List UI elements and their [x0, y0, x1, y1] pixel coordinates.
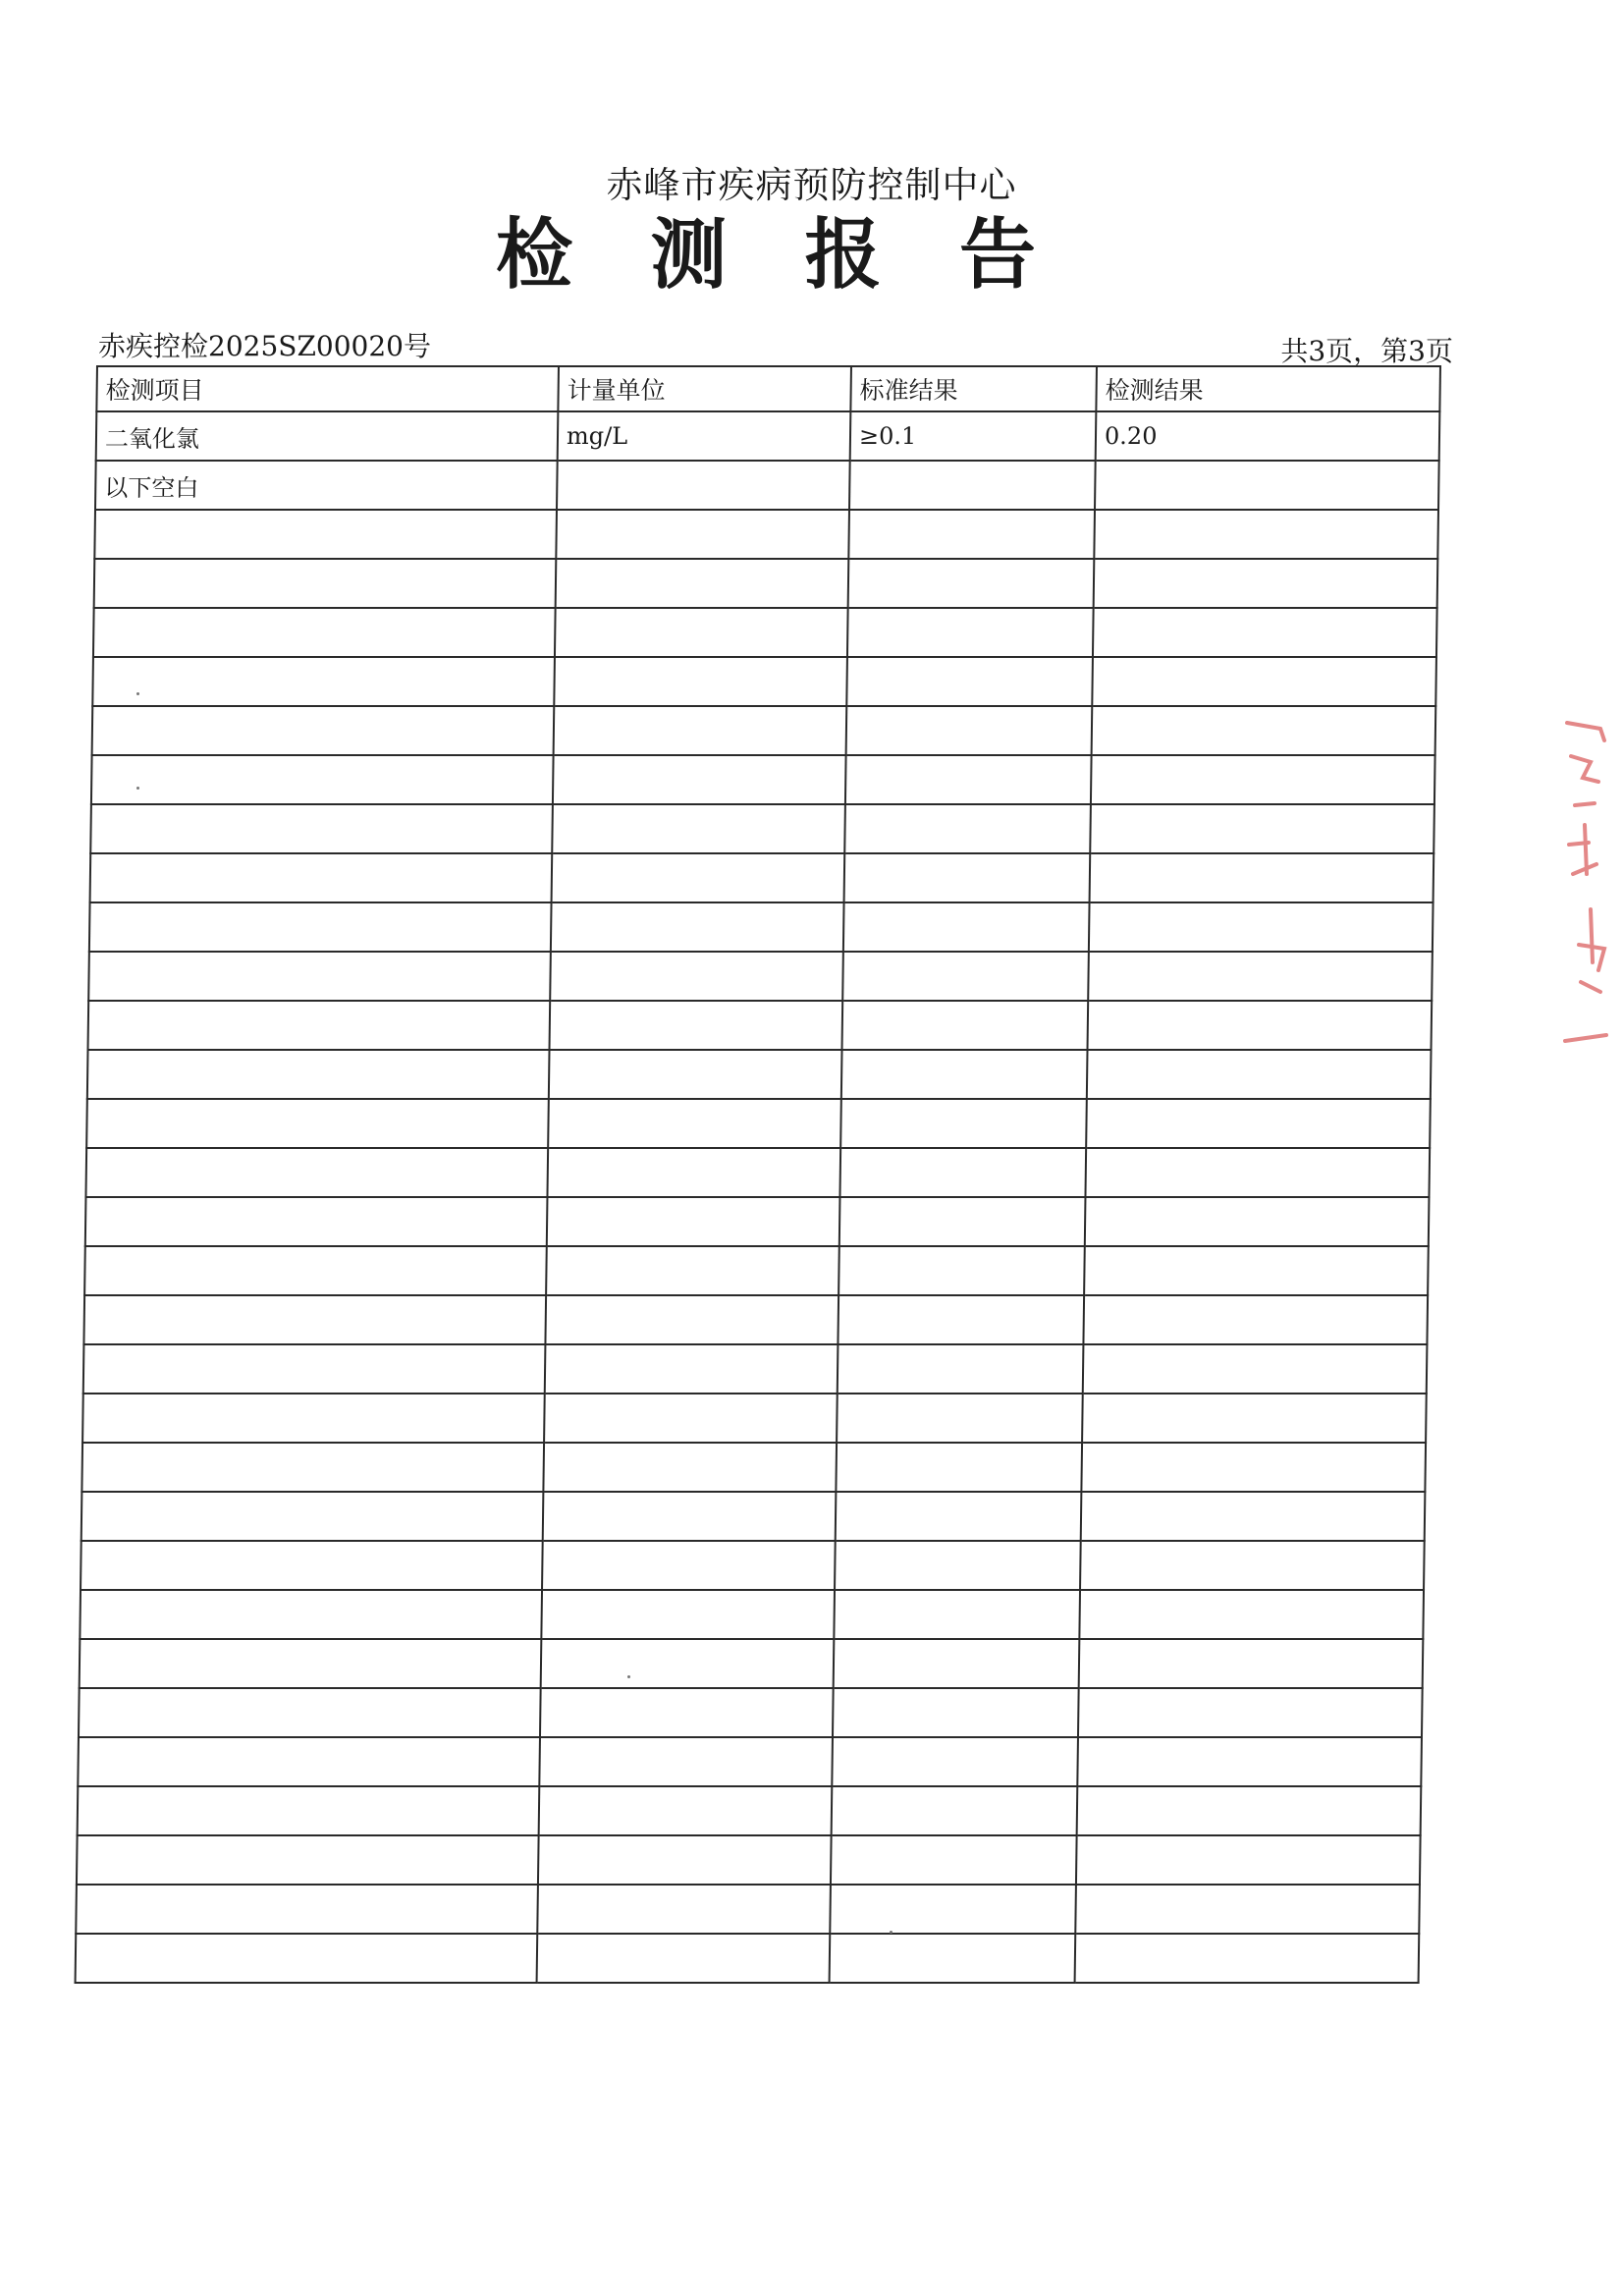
table-cell: [840, 1099, 1087, 1148]
table-row: [90, 804, 1434, 853]
title-char: 报: [804, 209, 882, 300]
table-row: [90, 853, 1434, 902]
table-cell: [545, 1344, 839, 1394]
table-cell: [544, 1394, 838, 1443]
table-cell: [1088, 1001, 1433, 1050]
table-cell: [1090, 804, 1434, 853]
table-row: [83, 1344, 1428, 1394]
table-cell: [833, 1688, 1079, 1737]
table-cell: [836, 1443, 1082, 1492]
table-cell: [81, 1492, 544, 1541]
table-cell: 以下空白: [95, 461, 558, 510]
table-cell: [842, 952, 1089, 1001]
table-row: [94, 510, 1438, 559]
table-cell: [849, 461, 1096, 510]
table-cell: [846, 657, 1093, 706]
table-cell: [78, 1786, 540, 1835]
table-cell: [1080, 1541, 1425, 1590]
table-cell: [555, 608, 848, 657]
table-row: [81, 1541, 1425, 1590]
table-cell: [550, 952, 843, 1001]
table-cell: [78, 1737, 540, 1786]
table-cell: [79, 1688, 541, 1737]
table-cell: [1094, 510, 1438, 559]
table-cell: [88, 1001, 551, 1050]
table-cell: mg/L: [558, 411, 851, 461]
table-row: [76, 1885, 1420, 1934]
table-row: [77, 1835, 1421, 1885]
table-cell: [1091, 755, 1435, 804]
table-row: [92, 657, 1436, 706]
table-cell: 0.20: [1096, 411, 1440, 461]
table-cell: [1077, 1737, 1422, 1786]
table-cell: [1082, 1394, 1427, 1443]
table-cell: [1075, 1934, 1420, 1983]
table-cell: [1088, 952, 1433, 1001]
table-cell: [844, 804, 1091, 853]
table-row: [82, 1394, 1427, 1443]
table-cell: [89, 902, 552, 952]
table-row: [85, 1197, 1430, 1246]
table-cell: [1090, 853, 1434, 902]
table-row: [85, 1148, 1430, 1197]
table-cell: [839, 1148, 1086, 1197]
organization-name: 赤峰市疾病预防控制中心: [606, 164, 1017, 206]
table-cell: [834, 1590, 1080, 1639]
table-cell: [844, 853, 1091, 902]
title-char: 测: [650, 209, 728, 300]
table-row: [78, 1786, 1422, 1835]
table-cell: [832, 1786, 1078, 1835]
table-header-row: [96, 366, 1440, 411]
table-cell: 二氧化氯: [96, 411, 559, 461]
table-cell: [835, 1541, 1081, 1590]
table-cell: [92, 706, 555, 755]
table-cell: [537, 1934, 831, 1983]
table-cell: [77, 1835, 539, 1885]
table-cell: [88, 952, 551, 1001]
table-cell: [556, 510, 849, 559]
scan-speck: [136, 692, 139, 695]
table-cell: [80, 1639, 542, 1688]
table-cell: [80, 1590, 542, 1639]
table-cell: [1077, 1786, 1422, 1835]
table-cell: [557, 461, 850, 510]
table-cell: [839, 1197, 1086, 1246]
table-row: [76, 1934, 1420, 1983]
table-cell: [90, 804, 553, 853]
table-cell: [547, 1197, 840, 1246]
table-cell: [838, 1295, 1084, 1344]
table-cell: [1089, 902, 1434, 952]
table-row: [83, 1295, 1428, 1344]
table-cell: [541, 1639, 835, 1688]
table-cell: [848, 510, 1095, 559]
table-cell: [81, 1541, 543, 1590]
table-row: [95, 461, 1439, 510]
table-cell: [94, 510, 557, 559]
table-cell: [85, 1197, 548, 1246]
table-cell: [842, 1001, 1089, 1050]
table-row: [86, 1099, 1431, 1148]
table-row: [80, 1639, 1424, 1688]
table-row: [81, 1492, 1426, 1541]
table-cell: [549, 1050, 842, 1099]
table-cell: [84, 1246, 547, 1295]
table-row: [88, 952, 1433, 1001]
table-row: [93, 608, 1437, 657]
column-header: 计量单位: [558, 366, 851, 411]
table-cell: [838, 1344, 1084, 1394]
table-row: [91, 755, 1435, 804]
table-cell: [76, 1885, 538, 1934]
table-cell: [546, 1246, 839, 1295]
table-cell: [1092, 657, 1436, 706]
table-cell: [91, 755, 554, 804]
table-cell: [539, 1786, 833, 1835]
table-cell: [81, 1443, 544, 1492]
table-row: [79, 1688, 1423, 1737]
table-cell: [1085, 1197, 1430, 1246]
table-cell: [94, 559, 557, 608]
table-cell: [92, 657, 555, 706]
table-cell: [553, 755, 846, 804]
table-cell: [834, 1639, 1080, 1688]
table-cell: [551, 902, 844, 952]
table-row: [88, 1001, 1433, 1050]
report-title: [496, 201, 1036, 300]
table-row: [80, 1590, 1424, 1639]
column-header: 检测项目: [96, 366, 559, 411]
table-cell: [548, 1099, 841, 1148]
table-cell: [1092, 706, 1436, 755]
table-cell: [86, 1099, 549, 1148]
column-header: 标准结果: [850, 366, 1097, 411]
table-row: [94, 559, 1438, 608]
table-cell: [1093, 608, 1437, 657]
table-cell: [837, 1394, 1083, 1443]
table-cell: [836, 1492, 1082, 1541]
results-table: [75, 365, 1441, 1984]
table-cell: [1079, 1639, 1424, 1688]
table-cell: [1081, 1492, 1426, 1541]
table-cell: [545, 1295, 839, 1344]
table-cell: [552, 853, 845, 902]
table-cell: [1085, 1148, 1430, 1197]
table-cell: [846, 706, 1093, 755]
table-cell: [1095, 461, 1439, 510]
table-cell: ≥0.1: [850, 411, 1097, 461]
table-cell: [830, 1934, 1076, 1983]
table-cell: [93, 608, 556, 657]
table-cell: [85, 1148, 548, 1197]
table-cell: [1076, 1835, 1421, 1885]
report-number: 赤疾控检2025SZ00020号: [98, 330, 431, 362]
table-cell: [542, 1541, 836, 1590]
table-cell: [843, 902, 1090, 952]
table-cell: [554, 706, 847, 755]
table-cell: [76, 1934, 538, 1983]
table-cell: [831, 1835, 1077, 1885]
page-indicator: 共3页，第3页: [1280, 335, 1453, 367]
title-char: 告: [958, 209, 1036, 300]
table-cell: [1086, 1099, 1431, 1148]
table-row: [84, 1246, 1429, 1295]
table-cell: [550, 1001, 843, 1050]
table-cell: [1083, 1295, 1428, 1344]
table-cell: [848, 559, 1095, 608]
table-cell: [82, 1394, 545, 1443]
table-cell: [1081, 1443, 1426, 1492]
table-cell: [830, 1885, 1076, 1934]
table-cell: [552, 804, 845, 853]
table-cell: [543, 1443, 837, 1492]
table-row: [87, 1050, 1432, 1099]
title-char: 检: [496, 209, 573, 300]
table-cell: [90, 853, 553, 902]
scan-speck: [890, 1931, 893, 1934]
scan-speck: [136, 787, 139, 790]
table-cell: [841, 1050, 1088, 1099]
table-cell: [83, 1344, 546, 1394]
table-cell: [543, 1492, 837, 1541]
table-cell: [1087, 1050, 1432, 1099]
column-header: 检测结果: [1096, 366, 1440, 411]
table-cell: [87, 1050, 550, 1099]
table-row: [92, 706, 1436, 755]
table-cell: [554, 657, 847, 706]
table-cell: [832, 1737, 1078, 1786]
table-cell: [83, 1295, 546, 1344]
table-cell: [1083, 1344, 1428, 1394]
table-cell: [547, 1148, 840, 1197]
scan-speck: [627, 1675, 630, 1678]
table-cell: [1075, 1885, 1420, 1934]
table-row: [96, 411, 1440, 461]
table-cell: [839, 1246, 1085, 1295]
table-cell: [538, 1835, 832, 1885]
table-cell: [1094, 559, 1438, 608]
table-row: [78, 1737, 1422, 1786]
table-cell: [1079, 1590, 1424, 1639]
red-seal-stamp: [1561, 717, 1610, 1051]
table-cell: [847, 608, 1094, 657]
table-cell: [540, 1688, 834, 1737]
table-cell: [537, 1885, 831, 1934]
table-cell: [1084, 1246, 1429, 1295]
table-cell: [556, 559, 849, 608]
results-table-container: [75, 365, 1441, 1984]
table-cell: [1078, 1688, 1423, 1737]
table-cell: [845, 755, 1092, 804]
table-row: [89, 902, 1434, 952]
table-cell: [541, 1590, 835, 1639]
table-cell: [539, 1737, 833, 1786]
table-row: [81, 1443, 1426, 1492]
